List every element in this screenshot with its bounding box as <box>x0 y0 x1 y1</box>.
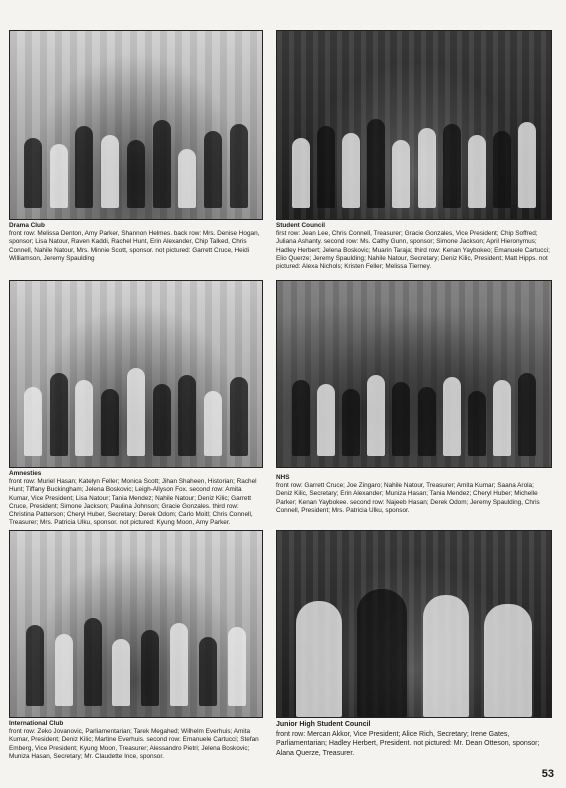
drama-club-photo <box>9 30 263 220</box>
drama-club-caption <box>9 222 261 278</box>
caption-text: front row: Muriel Hasan; Katelyn Feller; Monica Scott; Jihan Shaheen, Historian; Rachel Hunt; Tiffany Buckingham; Jelena Boskovic; Leigh-Allyson Fox. second row: Amita Kumar, Vice President; Lisa Natour; Tania Mendez; Nahile Natour; Deniz Kilic; Garrett Cruce, President; Simone Jackson; Paulina Johnson; Gracie Gonzales. third row: Christina Patterson; Cheryl Huber, Secretary; Derek Odom; Carlo Moitl; Chris Connell, Treasurer; Mrs. Patricia Ulku, sponsor. not pictured: Kyung Moon, Amy Parker. <box>9 478 257 527</box>
student-council-caption <box>276 222 550 278</box>
caption-title: NHS <box>276 474 290 481</box>
caption-text: front row: Garrett Cruce; Joe Zingaro; Nahile Natour, Treasurer; Amita Kumar; Saana Arola; Deniz Kilic, Secretary; Erin Alexander; Muniza Hasan; Tania Mendez; Cheryl Huber; Michelle Parker; Kenan Yaybokee. second row: Najeeb Hasan; Derek Odom; Jeremy Spaulding, Chris Connell, President; Mrs. Patricia Ulku, sponsor. <box>276 482 540 514</box>
caption-title: Junior High Student Council <box>276 721 371 728</box>
junior-high-council-caption <box>276 720 550 768</box>
caption-title: International Club <box>9 720 64 727</box>
caption-text: front row: Mercan Akkor, Vice President; Alice Rich, Secretary; Irene Gates, Parliamentarian; Hadley Herbert, President. not pictured: Mr. Dean Otteson, sponsor; Alana Querze, Treasurer. <box>276 730 540 757</box>
caption-title: Drama Club <box>9 222 45 229</box>
nhs-caption <box>276 474 550 530</box>
amnesties-photo <box>9 280 263 468</box>
caption-text: front row: Melissa Denton, Amy Parker, Shannon Helmes. back row: Mrs. Denise Hogan, sponsor; Lisa Natour, Raven Kaddi, Rachel Hunt, Erin Alexander, Chip Talked, Chris Connell, Nahile Natour, Mrs. Minnie Scott, sponsor. not pictured: Garrett Cruce, Heidi Williamson, Jeremy Spaulding <box>9 230 260 262</box>
junior-high-council-photo <box>276 530 552 718</box>
caption-text: first row: Jean Lee, Chris Connell, Treasurer; Gracie Gonzales, Vice President; Chip Soffred; Juliana Ashanty. second row: Ms. Cathy Gunn, sponsor; Simone Jackson; April Hieronymus; Hadley Herbert; Jelena Boskovic; Muarin Taraja; third row: Kenan Yaybokeo; Emanuele Cartucci; Elio Querze; Jeremy Spaulding; Nahile Natour, Secretary; Deniz Kilic, President; Matt Hipps. not pictured: Alexa Nichols; Kristen Feller; Melissa Tierney. <box>276 230 550 271</box>
international-club-photo <box>9 530 263 718</box>
caption-title: Student Council <box>276 222 325 229</box>
page-number: 53 <box>541 768 554 780</box>
caption-title: Amnesties <box>9 470 42 477</box>
caption-text: front row: Zeko Jovanovic, Parliamentarian; Tarek Megahed; Wilhelm Everhuis; Amita Kumar, President; Deniz Kilic; Martine Everhuis. second row: Emanuele Cartucci; Stefan Emberg, Vice President; Kyung Moon, Treasurer; Alessandro Pietri; Jelena Boskovic; Muniza Hasan, Secretary; Mr. Claudette Ince, sponsor. <box>9 728 259 760</box>
student-council-photo <box>276 30 552 220</box>
nhs-photo <box>276 280 552 468</box>
international-club-caption <box>9 720 261 770</box>
amnesties-caption <box>9 470 261 532</box>
